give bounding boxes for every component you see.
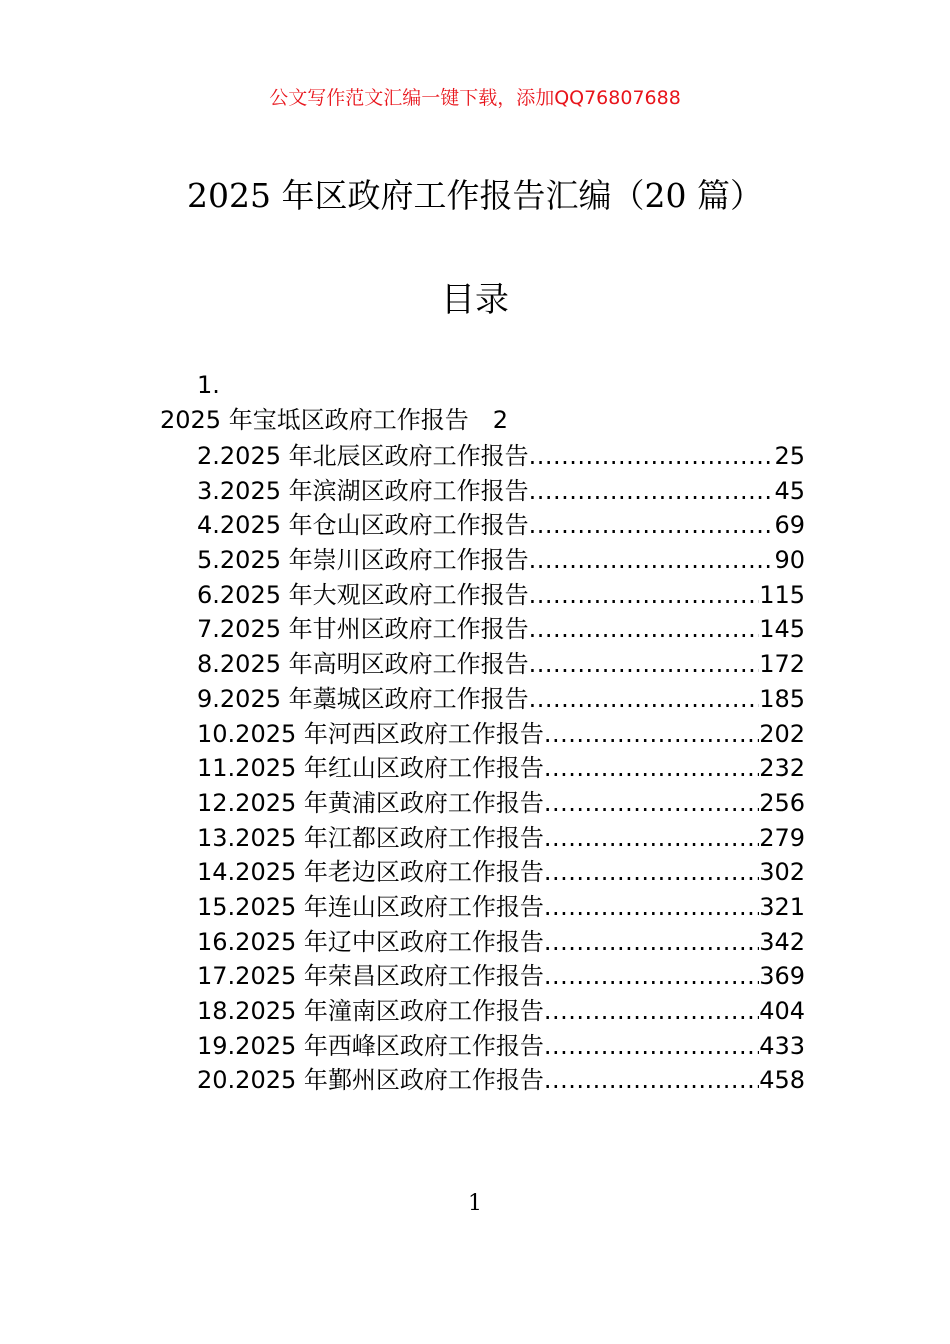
toc-entry-label: 7.2025 年甘州区政府工作报告 bbox=[197, 615, 529, 644]
toc-entry-label: 6.2025 年大观区政府工作报告 bbox=[197, 580, 529, 609]
toc-entry-page: 115 bbox=[759, 580, 805, 609]
toc-entry[interactable] bbox=[197, 578, 805, 613]
toc-entry-label: 8.2025 年高明区政府工作报告 bbox=[197, 650, 529, 679]
toc-entry-page: 145 bbox=[759, 615, 805, 644]
toc-entry-label: 11.2025 年红山区政府工作报告 bbox=[197, 754, 544, 783]
toc-entry[interactable] bbox=[197, 994, 805, 1029]
toc-entry-label: 18.2025 年潼南区政府工作报告 bbox=[197, 997, 544, 1025]
toc-entry[interactable] bbox=[197, 890, 805, 925]
toc-entry-page: 404 bbox=[759, 997, 805, 1025]
toc-entry-label: 10.2025 年河西区政府工作报告 bbox=[197, 719, 544, 748]
toc-entry-page: 321 bbox=[759, 892, 805, 921]
dot-leader bbox=[529, 682, 760, 717]
dot-leader bbox=[529, 543, 775, 578]
toc-entry[interactable] bbox=[197, 925, 805, 960]
dot-leader bbox=[544, 751, 759, 786]
toc-entry-page: 342 bbox=[759, 927, 805, 956]
toc-entry[interactable] bbox=[197, 717, 805, 752]
toc-entry-page: 256 bbox=[759, 788, 805, 817]
toc-entry-1-label: 2025 年宝坻区政府工作报告 bbox=[160, 406, 469, 434]
dot-leader bbox=[529, 508, 775, 543]
toc-entry-page: 172 bbox=[759, 650, 805, 679]
toc-entry-label: 17.2025 年荣昌区政府工作报告 bbox=[197, 962, 544, 991]
toc-entry-label: 2.2025 年北辰区政府工作报告 bbox=[197, 442, 529, 470]
toc-entry-page: 279 bbox=[759, 823, 805, 852]
toc-entry-page: 90 bbox=[774, 546, 805, 575]
dot-leader bbox=[544, 1029, 759, 1064]
dot-leader bbox=[544, 959, 759, 994]
toc-entry-label: 3.2025 年滨湖区政府工作报告 bbox=[197, 476, 529, 505]
toc-entry-1-number[interactable]: 1. bbox=[197, 371, 220, 399]
toc-entry-label: 20.2025 年鄞州区政府工作报告 bbox=[197, 1066, 544, 1095]
dot-leader bbox=[544, 925, 759, 960]
toc-entry-page: 458 bbox=[759, 1066, 805, 1095]
dot-leader bbox=[544, 717, 759, 752]
toc-entry-page: 45 bbox=[774, 476, 805, 505]
dot-leader bbox=[529, 647, 760, 682]
dot-leader bbox=[544, 855, 759, 890]
toc-entries bbox=[197, 439, 805, 1098]
toc-entry-page: 433 bbox=[759, 1031, 805, 1060]
toc-entry-label: 14.2025 年老边区政府工作报告 bbox=[197, 858, 544, 887]
toc-entry-1-page: 2 bbox=[492, 406, 508, 434]
dot-leader bbox=[529, 612, 760, 647]
toc-entry-page: 185 bbox=[759, 684, 805, 713]
toc-entry[interactable] bbox=[197, 786, 805, 821]
toc-entry-label: 16.2025 年辽中区政府工作报告 bbox=[197, 927, 544, 956]
toc-entry[interactable] bbox=[197, 474, 805, 509]
toc-entry[interactable] bbox=[197, 1063, 805, 1098]
toc-entry-label: 4.2025 年仓山区政府工作报告 bbox=[197, 511, 529, 540]
dot-leader bbox=[544, 890, 759, 925]
toc-entry-page: 25 bbox=[774, 442, 805, 470]
dot-leader bbox=[544, 1063, 759, 1098]
toc-entry-page: 302 bbox=[759, 858, 805, 887]
toc-entry[interactable] bbox=[197, 821, 805, 856]
toc-entry-label: 19.2025 年西峰区政府工作报告 bbox=[197, 1031, 544, 1060]
toc-entry[interactable] bbox=[197, 682, 805, 717]
dot-leader bbox=[544, 786, 759, 821]
dot-leader bbox=[529, 439, 775, 474]
toc-entry-page: 369 bbox=[759, 962, 805, 991]
toc-entry[interactable] bbox=[197, 647, 805, 682]
toc-entry-label: 9.2025 年藁城区政府工作报告 bbox=[197, 684, 529, 713]
toc-entry[interactable] bbox=[197, 508, 805, 543]
toc-entry[interactable] bbox=[197, 612, 805, 647]
dot-leader bbox=[529, 474, 775, 509]
toc-entry[interactable] bbox=[197, 751, 805, 786]
toc-entry-page: 232 bbox=[759, 754, 805, 783]
toc-entry-label: 12.2025 年黄浦区政府工作报告 bbox=[197, 788, 544, 817]
dot-leader bbox=[544, 821, 759, 856]
dot-leader bbox=[529, 578, 760, 613]
toc-heading: 目录 bbox=[441, 280, 509, 320]
toc-entry[interactable] bbox=[197, 855, 805, 890]
toc-entry-page: 69 bbox=[774, 511, 805, 540]
download-banner[interactable]: 公文写作范文汇编一键下载，添加QQ76807688 bbox=[269, 87, 681, 109]
toc-entry-page: 202 bbox=[759, 719, 805, 748]
toc-entry[interactable] bbox=[197, 543, 805, 578]
toc-entry[interactable] bbox=[197, 959, 805, 994]
dot-leader bbox=[544, 994, 759, 1029]
toc-entry[interactable] bbox=[197, 439, 805, 474]
page-number: 1 bbox=[468, 1191, 482, 1216]
toc-entry-label: 15.2025 年连山区政府工作报告 bbox=[197, 892, 544, 921]
toc-entry-1[interactable] bbox=[160, 403, 508, 438]
toc-entry[interactable] bbox=[197, 1029, 805, 1064]
document-title: 2025 年区政府工作报告汇编（20 篇） bbox=[187, 176, 763, 215]
toc-entry-label: 13.2025 年江都区政府工作报告 bbox=[197, 823, 544, 852]
toc-entry-label: 5.2025 年崇川区政府工作报告 bbox=[197, 546, 529, 575]
